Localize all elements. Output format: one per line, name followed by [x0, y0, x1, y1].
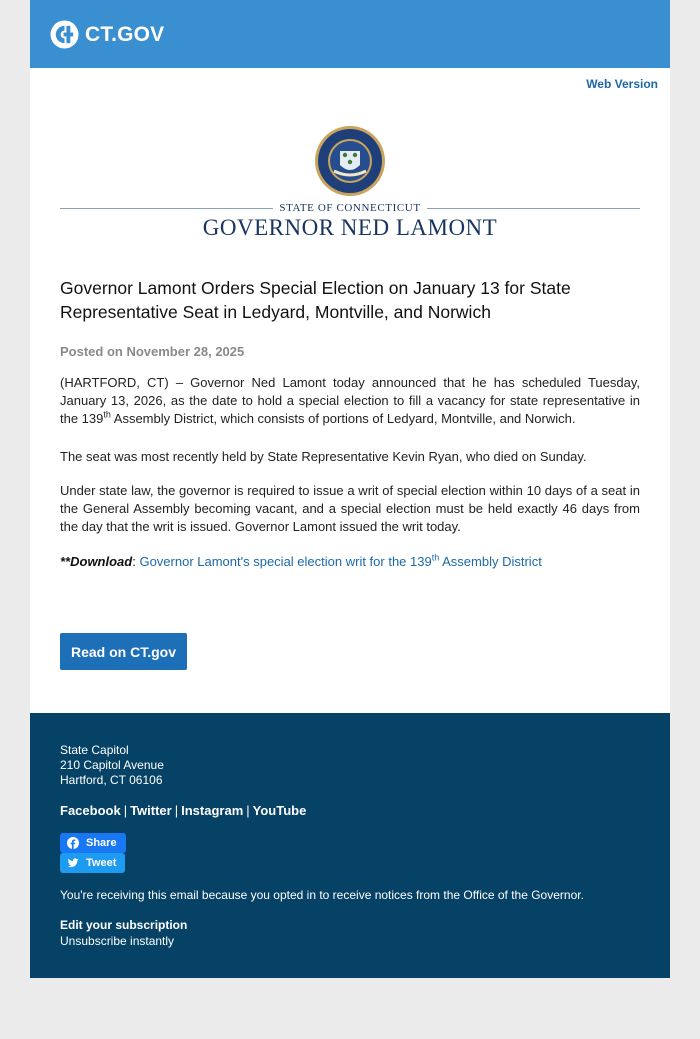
ct-logo-icon	[50, 20, 79, 49]
paragraph-1: (HARTFORD, CT) – Governor Ned Lamont today announced that he has scheduled Tuesday, January 13, 2026, as the date to hold a special election to fill a vacancy for state representative in the 139th Assembly District, which consists of portions of Ledyard, Montville, and Norwich.	[60, 375, 640, 426]
paragraph-2: The seat was most recently held by State Representative Kevin Ryan, who died on Sunday.	[60, 449, 587, 464]
download-writ-link[interactable]: Governor Lamont's special election writ for the 139th Assembly District	[139, 552, 542, 569]
logo-text: CT.GOV	[85, 22, 165, 46]
facebook-icon	[67, 837, 79, 849]
article-title: Governor Lamont Orders Special Election on January 13 for State Representative Seat in Ledyard, Montville, and Norwich	[60, 278, 571, 322]
email-container	[30, 0, 670, 948]
governor-seal-icon	[314, 125, 386, 197]
social-links: Facebook | Twitter | Instagram | YouTube	[60, 803, 307, 818]
twitter-link[interactable]: Twitter	[130, 803, 172, 818]
facebook-share-button[interactable]: Share	[60, 833, 126, 853]
unsubscribe-link[interactable]: Unsubscribe instantly	[60, 934, 175, 948]
ct-gov-logo[interactable]	[50, 20, 164, 49]
email-body	[30, 68, 670, 713]
download-label: **Download	[60, 554, 133, 569]
divider-line-left	[60, 208, 273, 209]
facebook-link[interactable]: Facebook	[60, 803, 121, 818]
edit-subscription-link[interactable]: Edit your subscription	[60, 918, 188, 932]
youtube-link[interactable]: YouTube	[252, 803, 307, 818]
governor-name: GOVERNOR NED LAMONT	[202, 215, 498, 240]
web-version-link[interactable]: Web Version	[586, 77, 658, 91]
read-on-ctgov-button[interactable]: Read on CT.gov	[60, 633, 187, 670]
posted-date: Posted on November 28, 2025	[60, 344, 245, 359]
state-label: STATE OF CONNECTICUT	[279, 202, 421, 214]
state-label-row	[60, 202, 640, 214]
opt-in-notice: You're receiving this email because you opted in to receive notices from the Office of the Governor.	[60, 888, 584, 902]
footer	[30, 713, 670, 978]
paragraph-3: Under state law, the governor is required to issue a writ of special election within 10 days of a seat in the General Assembly becoming vacant, and a special election must be held exactly 46 days from the day that the writ is issued. Governor Lamont issued the writ today.	[60, 483, 640, 534]
address-block: State Capitol 210 Capitol Avenue Hartford, CT 06106	[60, 743, 164, 787]
download-line: **Download: Governor Lamont's special election writ for the 139th Assembly District	[60, 552, 542, 569]
divider-line-right	[427, 208, 640, 209]
header-bar	[30, 0, 670, 68]
instagram-link[interactable]: Instagram	[181, 803, 244, 818]
twitter-bird-icon	[67, 857, 79, 869]
tweet-button[interactable]: Tweet	[60, 853, 125, 873]
